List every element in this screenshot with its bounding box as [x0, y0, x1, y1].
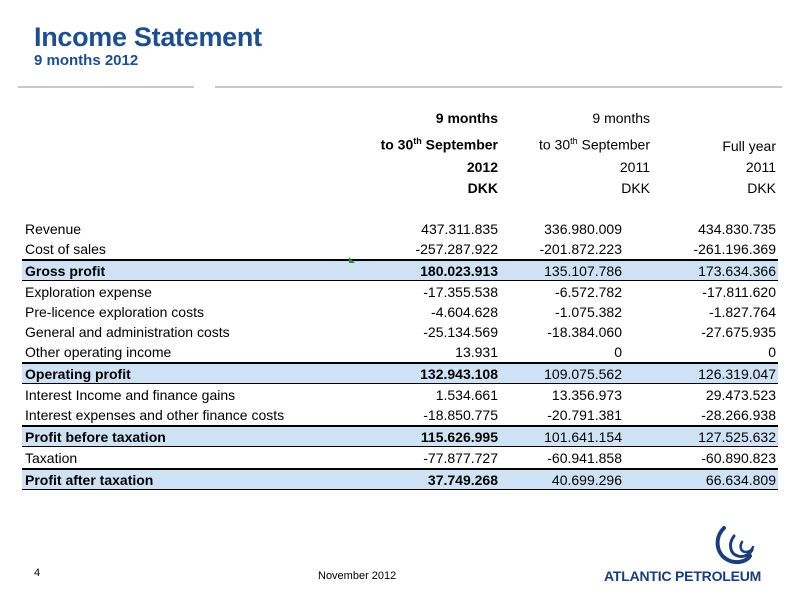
col2-unit: DKK [621, 180, 650, 196]
row-label: Cost of sales [25, 241, 106, 257]
row-value-2011: -1.075.382 [555, 304, 622, 320]
col1-line2: to 30th September [380, 136, 498, 153]
table-row [22, 322, 778, 342]
page-subtitle: 9 months 2012 [34, 52, 139, 69]
col1-line1: 9 months [435, 110, 498, 126]
page-number: 4 [34, 567, 41, 579]
row-value-2012: 132.943.108 [420, 365, 498, 382]
table-row [22, 239, 778, 259]
col2-line2: to 30th September [538, 136, 650, 153]
row-value-full-year: 173.634.366 [698, 262, 776, 279]
col3-year: 2011 [745, 159, 776, 175]
row-value-2012: -4.604.628 [431, 304, 498, 320]
col3-line2: Full year [722, 138, 776, 154]
row-label: Other operating income [25, 344, 172, 360]
table-row [22, 385, 778, 405]
table-row [22, 342, 778, 362]
row-label: Gross profit [25, 262, 106, 279]
row-value-full-year: 29.473.523 [705, 387, 776, 403]
row-label: Pre-licence exploration costs [25, 304, 204, 320]
row-label: Interest Income and finance gains [25, 387, 236, 403]
title-divider-left [18, 86, 194, 88]
row-label: General and administration costs [25, 324, 230, 340]
col1-unit: DKK [467, 180, 498, 196]
row-value-full-year: 434.830.735 [698, 221, 776, 237]
title-divider-right [215, 86, 782, 88]
row-value-2011: 336.980.009 [544, 221, 622, 237]
col1-year: 2012 [466, 159, 498, 175]
row-label: Interest expenses and other finance costs [25, 407, 285, 423]
row-label: Profit before taxation [25, 428, 166, 445]
row-value-full-year: 66.634.809 [705, 471, 776, 488]
row-value-full-year: -17.811.620 [702, 284, 776, 300]
row-value-2011: -6.572.782 [555, 284, 622, 300]
comment-marker-icon [349, 257, 355, 263]
row-value-full-year: 0 [768, 344, 776, 360]
row-value-2011: -201.872.223 [539, 241, 622, 257]
table-row-subtotal [22, 425, 778, 447]
row-value-2011: -20.791.381 [547, 407, 622, 423]
row-value-full-year: -60.890.823 [701, 450, 776, 466]
row-value-2012: -17.355.538 [423, 284, 498, 300]
table-row [22, 302, 778, 322]
row-value-2011: 0 [614, 344, 622, 360]
row-value-2012: -25.134.569 [423, 324, 498, 340]
row-value-full-year: -27.675.935 [701, 324, 776, 340]
footer-date: November 2012 [318, 570, 397, 582]
table-row-subtotal [22, 468, 778, 490]
row-label: Profit after taxation [25, 471, 154, 488]
row-value-2012: -18.850.775 [423, 407, 498, 423]
col2-year: 2011 [619, 159, 650, 175]
row-value-2012: 180.023.913 [420, 262, 498, 279]
row-value-2011: 109.075.562 [544, 365, 622, 382]
row-label: Revenue [25, 221, 82, 237]
row-value-2012: 13.931 [455, 344, 498, 360]
row-value-2012: -77.877.727 [423, 450, 498, 466]
row-value-2012: 437.311.835 [421, 221, 498, 237]
row-label: Operating profit [25, 365, 131, 382]
table-row [22, 405, 778, 425]
row-value-full-year: 126.319.047 [698, 365, 776, 382]
row-label: Taxation [25, 450, 78, 466]
row-value-full-year: -28.266.938 [701, 407, 776, 423]
row-value-2012: 1.534.661 [435, 387, 498, 403]
col2-line1: 9 months [592, 110, 650, 126]
table-row [22, 219, 778, 239]
col3-unit: DKK [747, 180, 776, 196]
table-row-subtotal [22, 259, 778, 281]
table-row [22, 448, 778, 468]
company-logo-text: ATLANTIC PETROLEUM [604, 568, 762, 584]
row-value-2011: 101.641.154 [544, 428, 622, 445]
row-value-full-year: -1.827.764 [709, 304, 776, 320]
page-title: Income Statement [34, 22, 262, 52]
row-value-2011: -60.941.858 [547, 450, 622, 466]
row-value-full-year: -261.196.369 [693, 241, 776, 257]
row-value-2012: -257.287.922 [415, 241, 498, 257]
row-value-2012: 115.626.995 [420, 428, 498, 445]
row-value-2011: 135.107.786 [544, 262, 622, 279]
table-row-subtotal [22, 362, 778, 384]
row-label: Exploration expense [25, 284, 152, 300]
row-value-2011: 13.356.973 [551, 387, 622, 403]
table-row [22, 282, 778, 302]
row-value-2011: 40.699.296 [551, 471, 622, 488]
row-value-2011: -18.384.060 [547, 324, 622, 340]
row-value-full-year: 127.525.632 [698, 428, 776, 445]
row-value-2012: 37.749.268 [427, 471, 498, 488]
